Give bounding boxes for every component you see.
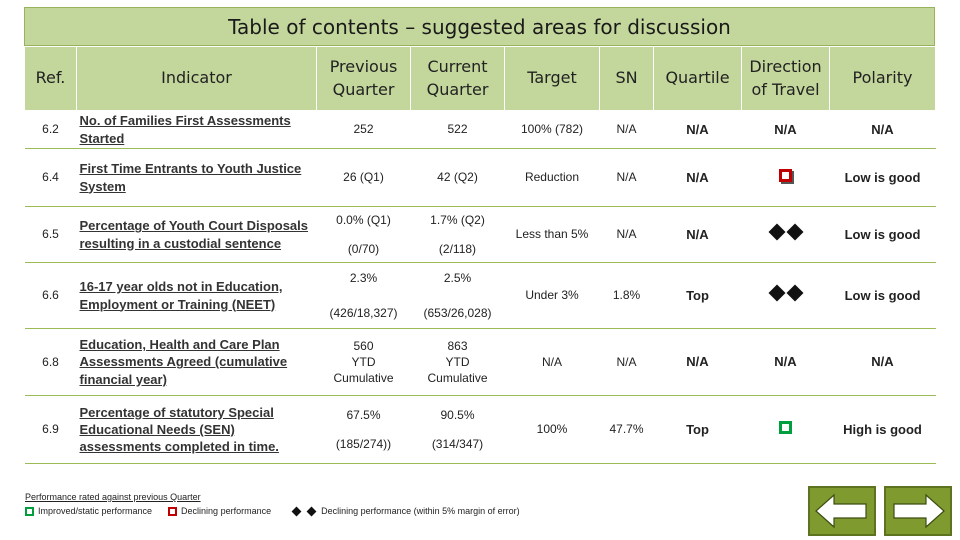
indicator-cell[interactable]: Percentage of statutory Special Educational Needs (SEN) assessments completed in time. bbox=[77, 396, 317, 464]
sn-cell: 1.8% bbox=[600, 263, 654, 329]
previous-cumulative: Cumulative bbox=[333, 371, 394, 386]
header-row bbox=[25, 47, 936, 111]
sn-cell: N/A bbox=[600, 149, 654, 207]
previous-fraction: (426/18,327) bbox=[329, 306, 398, 321]
header-current-line2: Quarter bbox=[426, 79, 489, 99]
target-cell: 100% (782) bbox=[505, 111, 600, 149]
diamond-icon bbox=[307, 506, 317, 516]
header-direction-line2: of Travel bbox=[751, 79, 820, 99]
improved-square-icon bbox=[25, 507, 34, 516]
indicator-cell[interactable]: Education, Health and Care Plan Assessments Agreed (cumulative financial year) bbox=[77, 329, 317, 396]
header-quartile: Quartile bbox=[654, 47, 742, 111]
header-direction bbox=[742, 47, 830, 111]
polarity-cell: Low is good bbox=[830, 207, 936, 263]
quartile-cell: N/A bbox=[654, 149, 742, 207]
current-fraction: (2/118) bbox=[438, 242, 477, 257]
indicator-cell[interactable]: 16-17 year olds not in Education, Employment or Training (NEET) bbox=[77, 263, 317, 329]
previous-cell: 26 (Q1) bbox=[317, 149, 411, 207]
quartile-cell: N/A bbox=[654, 329, 742, 396]
header-previous-line1: Previous bbox=[329, 57, 398, 77]
indicator-cell[interactable]: First Time Entrants to Youth Justice System bbox=[77, 149, 317, 207]
direction-cell bbox=[742, 149, 830, 207]
sn-cell: N/A bbox=[600, 329, 654, 396]
current-cell bbox=[411, 396, 505, 464]
header-sn: SN bbox=[600, 47, 654, 111]
table-row bbox=[25, 207, 936, 263]
previous-fraction: (185/274)) bbox=[335, 437, 392, 452]
table-row bbox=[25, 396, 936, 464]
header-indicator: Indicator bbox=[77, 47, 317, 111]
previous-ytd: YTD bbox=[351, 354, 376, 369]
indicator-cell[interactable]: No. of Families First Assessments Started bbox=[77, 111, 317, 149]
declining-square-icon bbox=[168, 507, 177, 516]
current-value: 90.5% bbox=[440, 407, 475, 422]
target-cell: Reduction bbox=[505, 149, 600, 207]
header-current-quarter bbox=[411, 47, 505, 111]
previous-slide-button[interactable] bbox=[808, 486, 876, 536]
ref-cell: 6.4 bbox=[25, 149, 77, 207]
previous-cell bbox=[317, 207, 411, 263]
header-target: Target bbox=[505, 47, 600, 111]
next-slide-button[interactable] bbox=[884, 486, 952, 536]
ref-cell: 6.5 bbox=[25, 207, 77, 263]
indicator-cell[interactable]: Percentage of Youth Court Disposals resulting in a custodial sentence bbox=[77, 207, 317, 263]
direction-cell: N/A bbox=[742, 329, 830, 396]
previous-value: 67.5% bbox=[346, 407, 381, 422]
table-row bbox=[25, 329, 936, 396]
improved-square-icon bbox=[779, 421, 792, 434]
header-previous-quarter bbox=[317, 47, 411, 111]
legend-improved: Improved/static performance bbox=[38, 506, 153, 516]
current-value: 863 bbox=[447, 338, 468, 353]
current-fraction: (314/347) bbox=[431, 437, 484, 452]
previous-value: 2.3% bbox=[349, 270, 378, 285]
previous-cell bbox=[317, 396, 411, 464]
target-cell: 100% bbox=[505, 396, 600, 464]
current-cell: 42 (Q2) bbox=[411, 149, 505, 207]
current-fraction: (653/26,028) bbox=[423, 306, 492, 321]
sn-cell: 47.7% bbox=[600, 396, 654, 464]
header-direction-line1: Direction bbox=[749, 57, 822, 77]
table-row bbox=[25, 111, 936, 149]
contents-table bbox=[24, 46, 936, 464]
polarity-cell: High is good bbox=[830, 396, 936, 464]
header-current-line1: Current bbox=[427, 57, 488, 77]
direction-cell bbox=[742, 207, 830, 263]
current-cell bbox=[411, 263, 505, 329]
diamond-icon bbox=[292, 506, 302, 516]
current-cumulative: Cumulative bbox=[427, 371, 488, 386]
direction-cell bbox=[742, 263, 830, 329]
table-row bbox=[25, 263, 936, 329]
header-polarity: Polarity bbox=[830, 47, 936, 111]
previous-cell: 252 bbox=[317, 111, 411, 149]
previous-cell bbox=[317, 329, 411, 396]
legend-declining: Declining performance bbox=[181, 506, 272, 516]
legend-items bbox=[25, 506, 520, 516]
ref-cell: 6.9 bbox=[25, 396, 77, 464]
current-value: 2.5% bbox=[443, 270, 472, 285]
header-previous-line2: Quarter bbox=[332, 79, 395, 99]
diamond-icon bbox=[768, 285, 785, 302]
polarity-cell: N/A bbox=[830, 111, 936, 149]
current-value: 1.7% (Q2) bbox=[430, 212, 485, 227]
direction-cell: N/A bbox=[742, 111, 830, 149]
previous-value: 560 bbox=[353, 338, 374, 353]
direction-cell bbox=[742, 396, 830, 464]
declining-square-icon bbox=[779, 169, 792, 182]
current-ytd: YTD bbox=[445, 354, 470, 369]
legend-declining-margin: Declining performance (within 5% margin of error) bbox=[321, 506, 520, 516]
polarity-cell: Low is good bbox=[830, 149, 936, 207]
target-cell: Less than 5% bbox=[505, 207, 600, 263]
diamond-icon bbox=[768, 224, 785, 241]
header-ref: Ref. bbox=[25, 47, 77, 111]
legend-title: Performance rated against previous Quarter bbox=[25, 492, 201, 502]
quartile-cell: Top bbox=[654, 263, 742, 329]
diamond-icon bbox=[786, 285, 803, 302]
target-cell: Under 3% bbox=[505, 263, 600, 329]
quartile-cell: N/A bbox=[654, 111, 742, 149]
previous-value: 0.0% (Q1) bbox=[336, 212, 391, 227]
ref-cell: 6.6 bbox=[25, 263, 77, 329]
polarity-cell: N/A bbox=[830, 329, 936, 396]
current-cell bbox=[411, 207, 505, 263]
current-cell bbox=[411, 329, 505, 396]
previous-cell bbox=[317, 263, 411, 329]
current-cell: 522 bbox=[411, 111, 505, 149]
page-title: Table of contents – suggested areas for discussion bbox=[24, 7, 935, 46]
diamond-icon bbox=[786, 224, 803, 241]
quartile-cell: Top bbox=[654, 396, 742, 464]
sn-cell: N/A bbox=[600, 111, 654, 149]
table-row bbox=[25, 149, 936, 207]
polarity-cell: Low is good bbox=[830, 263, 936, 329]
target-cell: N/A bbox=[505, 329, 600, 396]
quartile-cell: N/A bbox=[654, 207, 742, 263]
ref-cell: 6.2 bbox=[25, 111, 77, 149]
legend bbox=[25, 492, 520, 516]
previous-fraction: (0/70) bbox=[347, 242, 380, 257]
ref-cell: 6.8 bbox=[25, 329, 77, 396]
sn-cell: N/A bbox=[600, 207, 654, 263]
